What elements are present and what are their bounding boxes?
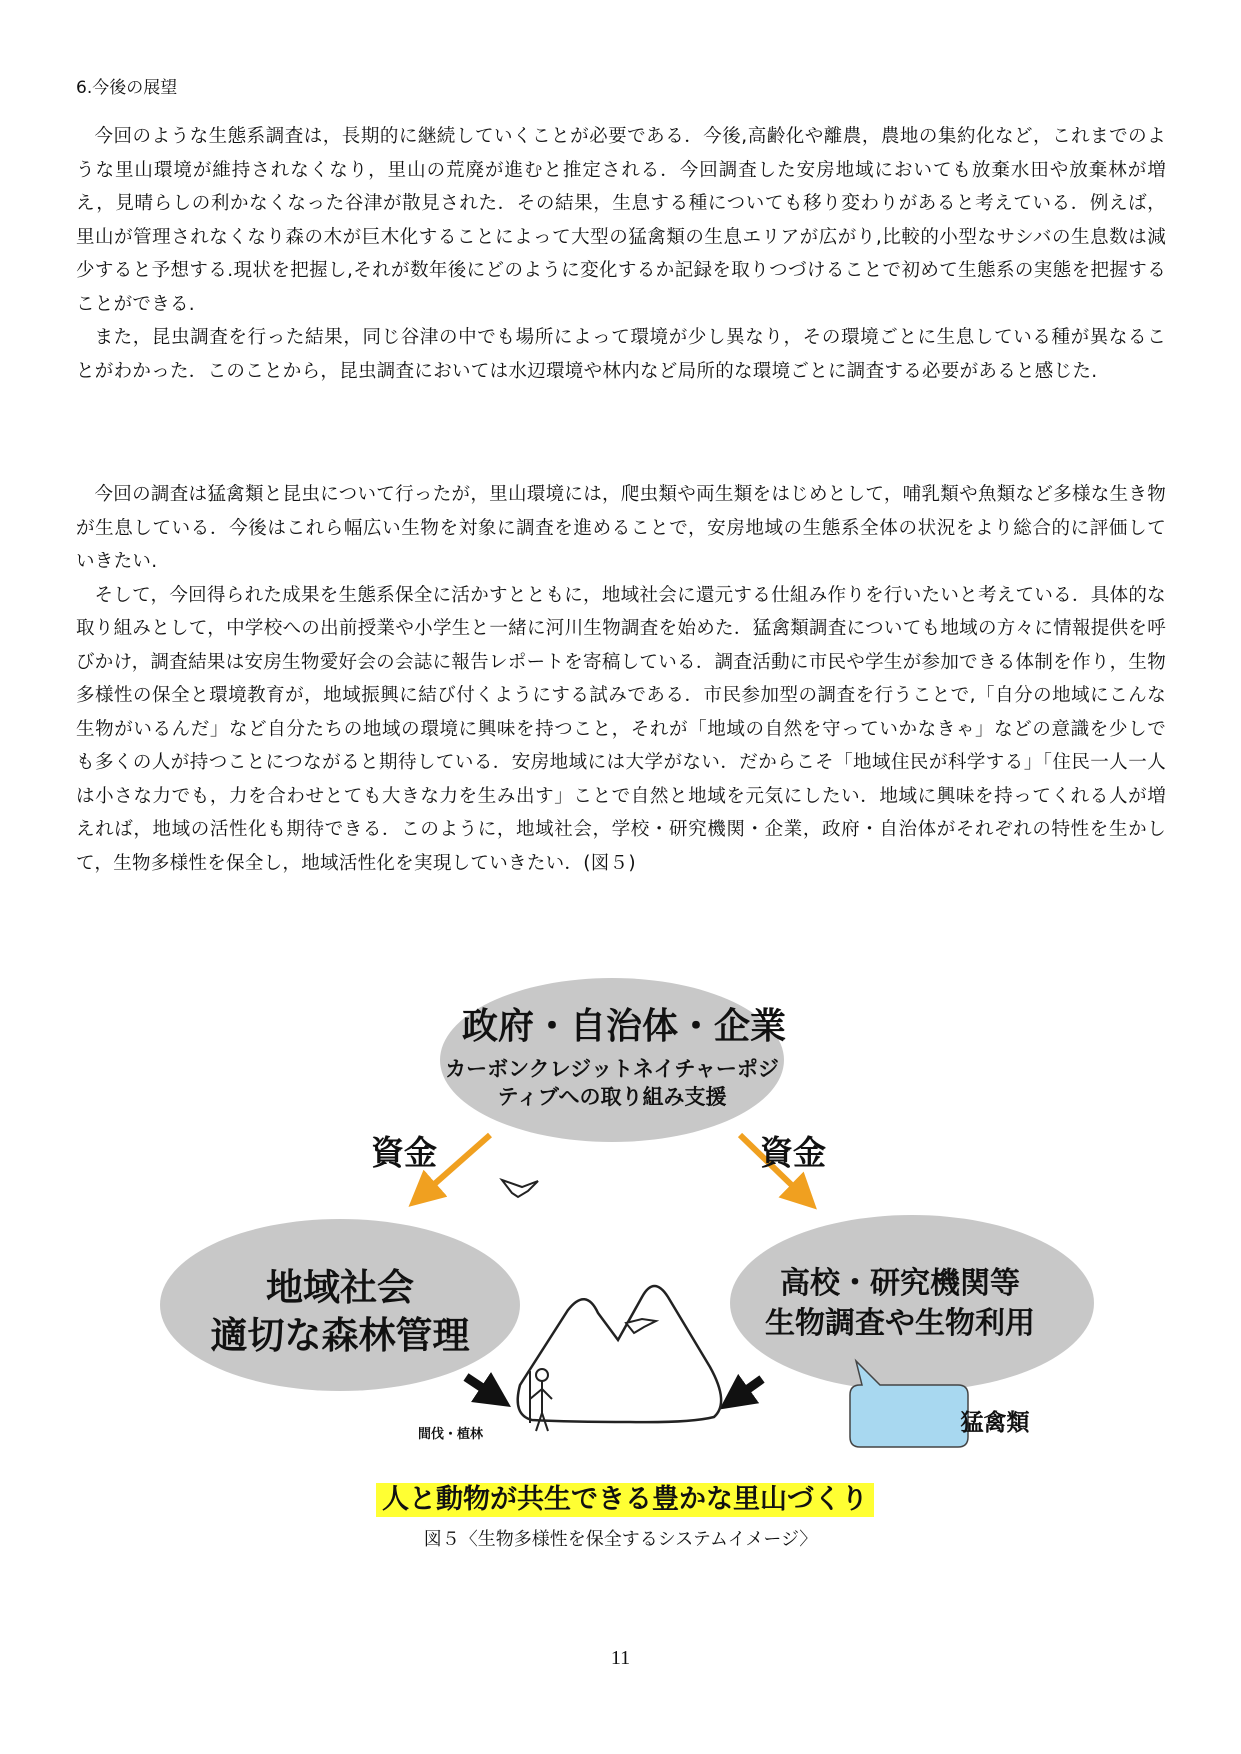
section-heading: 6.今後の展望 (76, 78, 178, 98)
paragraph-1: 今回のような生態系調査は，長期的に継続していくことが必要である．今後,高齢化や離農，農地の集約化など，これまでのような里山環境が維持されなくなり，里山の荒廃が進むと推定される．今回調査した安房地域においても放棄水田や放棄林が増え，見晴らしの利かなくなった谷津が散見された．その結果，生息する種についても移り変わりがあると考えている．例えば，里山が管理されなくなり森の木が巨木化することによって大型の猛禽類の生息エリアが広がり,比較的小型なサシバの生息数は減少すると予想する.現状を把握し,それが数年後にどのように変化するか記録を取りつづけることで初めて生態系の実態を把握することができる. (76, 126, 1166, 315)
paragraph-3: 今回の調査は猛禽類と昆虫について行ったが，里山環境には，爬虫類や両生類をはじめとして，哺乳類や魚類など多様な生き物が生息している．今後はこれら幅広い生物を対象に調査を進めることで，安房地域の生態系全体の状況をより総合的に評価していきたい. (76, 484, 1167, 572)
mountain-outline (518, 1286, 721, 1422)
research-ellipse (730, 1215, 1094, 1391)
funding-label-left: 資金 (371, 1133, 437, 1172)
page-number: 11 (610, 1647, 631, 1669)
figure-caption: 図５〈生物多様性を保全するシステムイメージ〉 (423, 1529, 818, 1550)
research-survey-use: 生物調査や生物利用 (765, 1306, 1035, 1341)
paragraph-2: また，昆虫調査を行った結果，同じ谷津の中でも場所によって環境が少し異なり，その環境ごとに生息している種が異なることがわかった．このことから，昆虫調査においては水辺環境や林内など局所的な環境ごとに調査する必要があると感じた. (76, 327, 1166, 382)
government-support-line1: カーボンクレジットネイチャーポジ (445, 1057, 779, 1081)
thinning-planting-label: 間伐・植林 (418, 1427, 484, 1442)
forest-arrow-left (466, 1377, 496, 1397)
bird-right-icon (626, 1319, 656, 1333)
body-text-block-2 (76, 478, 1166, 880)
government-support-line2: ティブへの取り組み支援 (497, 1085, 727, 1109)
paragraph-4: そして，今回得られた成果を生態系保全に活かすとともに，地域社会に還元する仕組み作りを行いたいと考えている．具体的な取り組みとして，中学校への出前授業や小学生と一緒に河川生物調査を始めた．猛禽類調査についても地域の方々に情報提供を呼びかけ，調査結果は安房生物愛好会の会誌に報告レポートを寄稿している．調査活動に市民や学生が参加できる体制を作り，生物多様性の保全と環境教育が，地域振興に結び付くようにする試みである．市民参加型の調査を行うことで,「自分の地域にこんな生物がいるんだ」など自分たちの地域の環境に興味を持つこと，それが「地域の自然を守っていかなきゃ」などの意識を少しでも多くの人が持つことにつながると期待している．安房地域には大学がない．だからこそ「地域住民が科学する」「住民一人一人は小さな力でも，力を合わせとても大きな力を生み出す」ことで自然と地域を元気にしたい．地域に興味を持ってくれる人が増えれば，地域の活性化も期待できる．このように，地域社会，学校・研究機関・企業，政府・自治体がそれぞれの特性を生かして，生物多様性を保全し，地域活性化を実現していきたい．(図５) (76, 584, 1166, 874)
system-image-figure (150, 975, 1110, 1545)
community-title: 地域社会 (266, 1266, 414, 1309)
research-title: 高校・研究機関等 (780, 1266, 1020, 1301)
bird-left-icon (502, 1180, 538, 1197)
body-text-block-1 (76, 120, 1166, 388)
raptor-label: 猛禽類 (960, 1410, 1030, 1436)
funding-label-right: 資金 (760, 1133, 826, 1172)
government-title: 政府・自治体・企業 (462, 1006, 787, 1047)
community-forest-management: 適切な森林管理 (210, 1314, 470, 1357)
forest-arrow-right (734, 1379, 762, 1399)
goal-banner: 人と動物が共生できる豊かな里山づくり (376, 1483, 874, 1517)
